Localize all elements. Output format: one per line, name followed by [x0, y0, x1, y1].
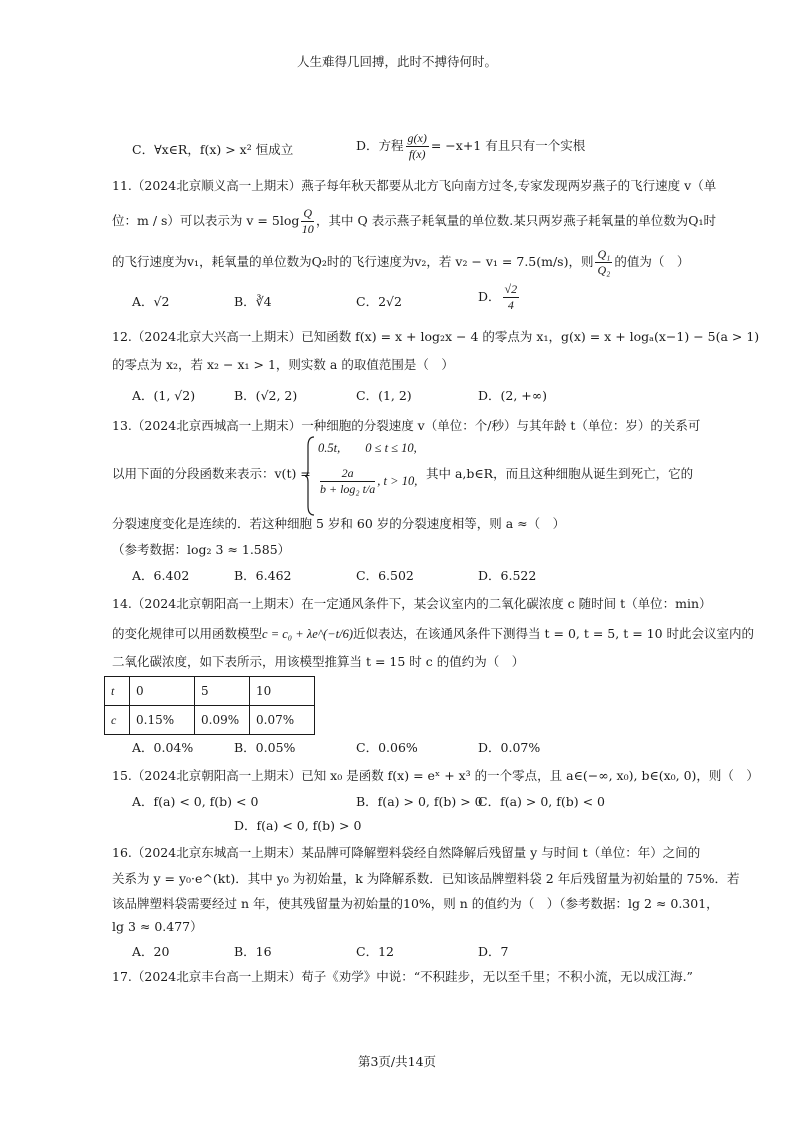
table-cell: 0.09%: [195, 706, 250, 735]
q11-line-3a: 的飞行速度为v₁，耗氧量的单位数为Q₂时的飞行速度为v₂，若 v₂ − v₁ = 7.5(m/s)，则: [112, 254, 594, 269]
q13-line-1: 13.（2024北京西城高一上期末）一种细胞的分裂速度 v（单位：个/秒）与其年龄 t（单位：岁）的关系可: [112, 418, 701, 433]
q11-line-2b: ，其中 Q 表示燕子耗氧量的单位数.某只两岁燕子耗氧量的单位数为Q₁时: [316, 213, 716, 228]
table-cell: t: [105, 677, 130, 706]
q10-option-d-suffix: = −x+1 有且只有一个实根: [430, 138, 586, 153]
q14-option-a: A．0.04%: [132, 740, 194, 755]
page-header: 人生难得几回搏，此时不搏待何时。: [296, 54, 497, 69]
q16-option-a: A．20: [132, 944, 170, 959]
q11-option-b: B．∛4: [234, 294, 272, 309]
q13-reference: （参考数据：log₂ 3 ≈ 1.585）: [112, 542, 291, 557]
q10-option-d-prefix: D．方程: [356, 138, 404, 153]
q14-option-b: B．0.05%: [234, 740, 296, 755]
q15-option-a: A．f(a) < 0, f(b) < 0: [132, 794, 259, 809]
q10-d-den: f(x): [408, 147, 426, 161]
q11-ratio-den: Q₂: [597, 263, 611, 277]
q13-piece-2-fraction: [320, 466, 375, 497]
q15-option-c: C．f(a) > 0, f(b) < 0: [478, 794, 605, 809]
table-cell: 0.15%: [130, 706, 195, 735]
q13-piece-2: [318, 466, 417, 497]
q11-option-d: [478, 282, 521, 313]
table-row: [105, 706, 315, 735]
q13-line-2a: 以用下面的分段函数来表示：v(t) =: [112, 466, 311, 481]
q14-line-2a: 的变化规律可以用函数模型: [112, 626, 263, 641]
q11-line-2: [112, 206, 716, 237]
table-cell: c: [105, 706, 130, 735]
q13-option-d: D．6.522: [478, 568, 537, 583]
q11-optd-num: √2: [504, 282, 518, 296]
q13-piece-1: 0.5t, 0 ≤ t ≤ 10,: [318, 441, 417, 455]
q10-d-num: g(x): [407, 131, 427, 145]
q11-option-d-fraction: [503, 282, 520, 313]
q10-option-d-fraction: [406, 131, 429, 162]
q14-model: c = c₀ + λe^(−t/6): [262, 627, 354, 641]
q11-option-d-label: D．: [478, 289, 501, 304]
q11-frac-den: 10: [301, 222, 314, 236]
q12-option-b: B．(√2, 2): [234, 388, 298, 403]
table-cell: 5: [195, 677, 250, 706]
q13-option-c: C．6.502: [356, 568, 414, 583]
q16-line-2: 关系为 y = y₀·e^(kt)．其中 y₀ 为初始量，k 为降解系数．已知该品牌塑料袋 2 年后残留量为初始量的 75%．若: [112, 871, 740, 886]
table-cell: 0.07%: [250, 706, 315, 735]
q12-option-c: C．(1, 2): [356, 388, 412, 403]
q12-option-d: D．(2, +∞): [478, 388, 548, 403]
q10-option-d: [356, 131, 585, 162]
q14-line-1: 14.（2024北京朝阳高一上期末）在一定通风条件下，某会议室内的二氧化碳浓度 c 随时间 t（单位：min）: [112, 596, 712, 611]
q11-ratio-num: Q₁: [597, 247, 611, 261]
q17-line-1: 17.（2024北京丰台高一上期末）荀子《劝学》中说：“不积跬步，无以至千里；不积小流，无以成江海.”: [112, 969, 693, 984]
q15-option-d: D．f(a) < 0, f(b) > 0: [234, 818, 362, 833]
q16-line-1: 16.（2024北京东城高一上期末）某品牌可降解塑料袋经自然降解后残留量 y 与时间 t（单位：年）之间的: [112, 845, 701, 860]
q11-option-a: A．√2: [132, 294, 170, 309]
q13-line-2b: 其中 a,b∈R，而且这种细胞从诞生到死亡，它的: [426, 466, 694, 481]
q16-line-3: 该品牌塑料袋需要经过 n 年，使其残留量为初始量的10%，则 n 的值约为（ ）（参考数据：lg 2 ≈ 0.301，: [112, 896, 719, 911]
q12-option-a: A．(1, √2): [132, 388, 196, 403]
table-cell: 10: [250, 677, 315, 706]
q11-line-3b: 的值为（ ）: [614, 254, 690, 269]
q16-option-d: D．7: [478, 944, 509, 959]
q14-option-c: C．0.06%: [356, 740, 418, 755]
q14-line-2b: 近似表达，在该通风条件下测得当 t = 0, t = 5, t = 10 时此会议室内的: [353, 626, 755, 641]
q11-line-3: [112, 247, 689, 278]
q13-piece-2-num: 2a: [320, 466, 375, 482]
q16-option-c: C．12: [356, 944, 394, 959]
page-footer: 第3页/共14页: [357, 1054, 437, 1069]
piecewise-brace: [305, 436, 315, 516]
q13-option-b: B．6.462: [234, 568, 292, 583]
table-cell: 0: [130, 677, 195, 706]
q11-fraction-q-10: [301, 206, 314, 237]
q13-piece-2-den: b + log₂ t/a: [320, 482, 376, 496]
q11-frac-num: Q: [303, 206, 313, 220]
q10-option-c: C．∀x∈R，f(x) > x² 恒成立: [132, 142, 294, 157]
q13-line-3: 分裂速度变化是连续的．若这种细胞 5 岁和 60 岁的分裂速度相等，则 a ≈（ ）: [112, 516, 566, 531]
q16-option-b: B．16: [234, 944, 272, 959]
q12-line-2: 的零点为 x₂，若 x₂ − x₁ > 1，则实数 a 的取值范围是（ ）: [112, 357, 454, 372]
q14-line-2: [112, 624, 754, 644]
q11-optd-den: 4: [507, 298, 514, 312]
q11-line-2a: 位：m / s）可以表示为 v = 5log: [112, 213, 300, 228]
q14-option-d: D．0.07%: [478, 740, 541, 755]
q15-line-1: 15.（2024北京朝阳高一上期末）已知 x₀ 是函数 f(x) = eˣ + x³ 的一个零点，且 a∈(−∞, x₀), b∈(x₀, 0)，则（ ）: [112, 768, 759, 783]
q16-line-4: lg 3 ≈ 0.477）: [112, 919, 203, 934]
q14-data-table: [104, 676, 315, 735]
q12-line-1: 12.（2024北京大兴高一上期末）已知函数 f(x) = x + log₂x − 4 的零点为 x₁，g(x) = x + logₐ(x−1) − 5(a > 1): [112, 329, 760, 344]
q15-option-b: B．f(a) > 0, f(b) > 0: [356, 794, 483, 809]
q13-piece-2-cond: , t > 10,: [377, 474, 418, 488]
q14-line-3: 二氧化碳浓度，如下表所示，用该模型推算当 t = 15 时 c 的值约为（ ）: [112, 654, 525, 669]
q11-option-c: C．2√2: [356, 294, 402, 309]
table-row: [105, 677, 315, 706]
q13-option-a: A．6.402: [132, 568, 190, 583]
q11-line-1: 11.（2024北京顺义高一上期末）燕子每年秋天都要从北方飞向南方过冬,专家发现两岁燕子的飞行速度 v（单: [112, 178, 717, 193]
q11-fraction-q1-q2: [595, 247, 612, 278]
